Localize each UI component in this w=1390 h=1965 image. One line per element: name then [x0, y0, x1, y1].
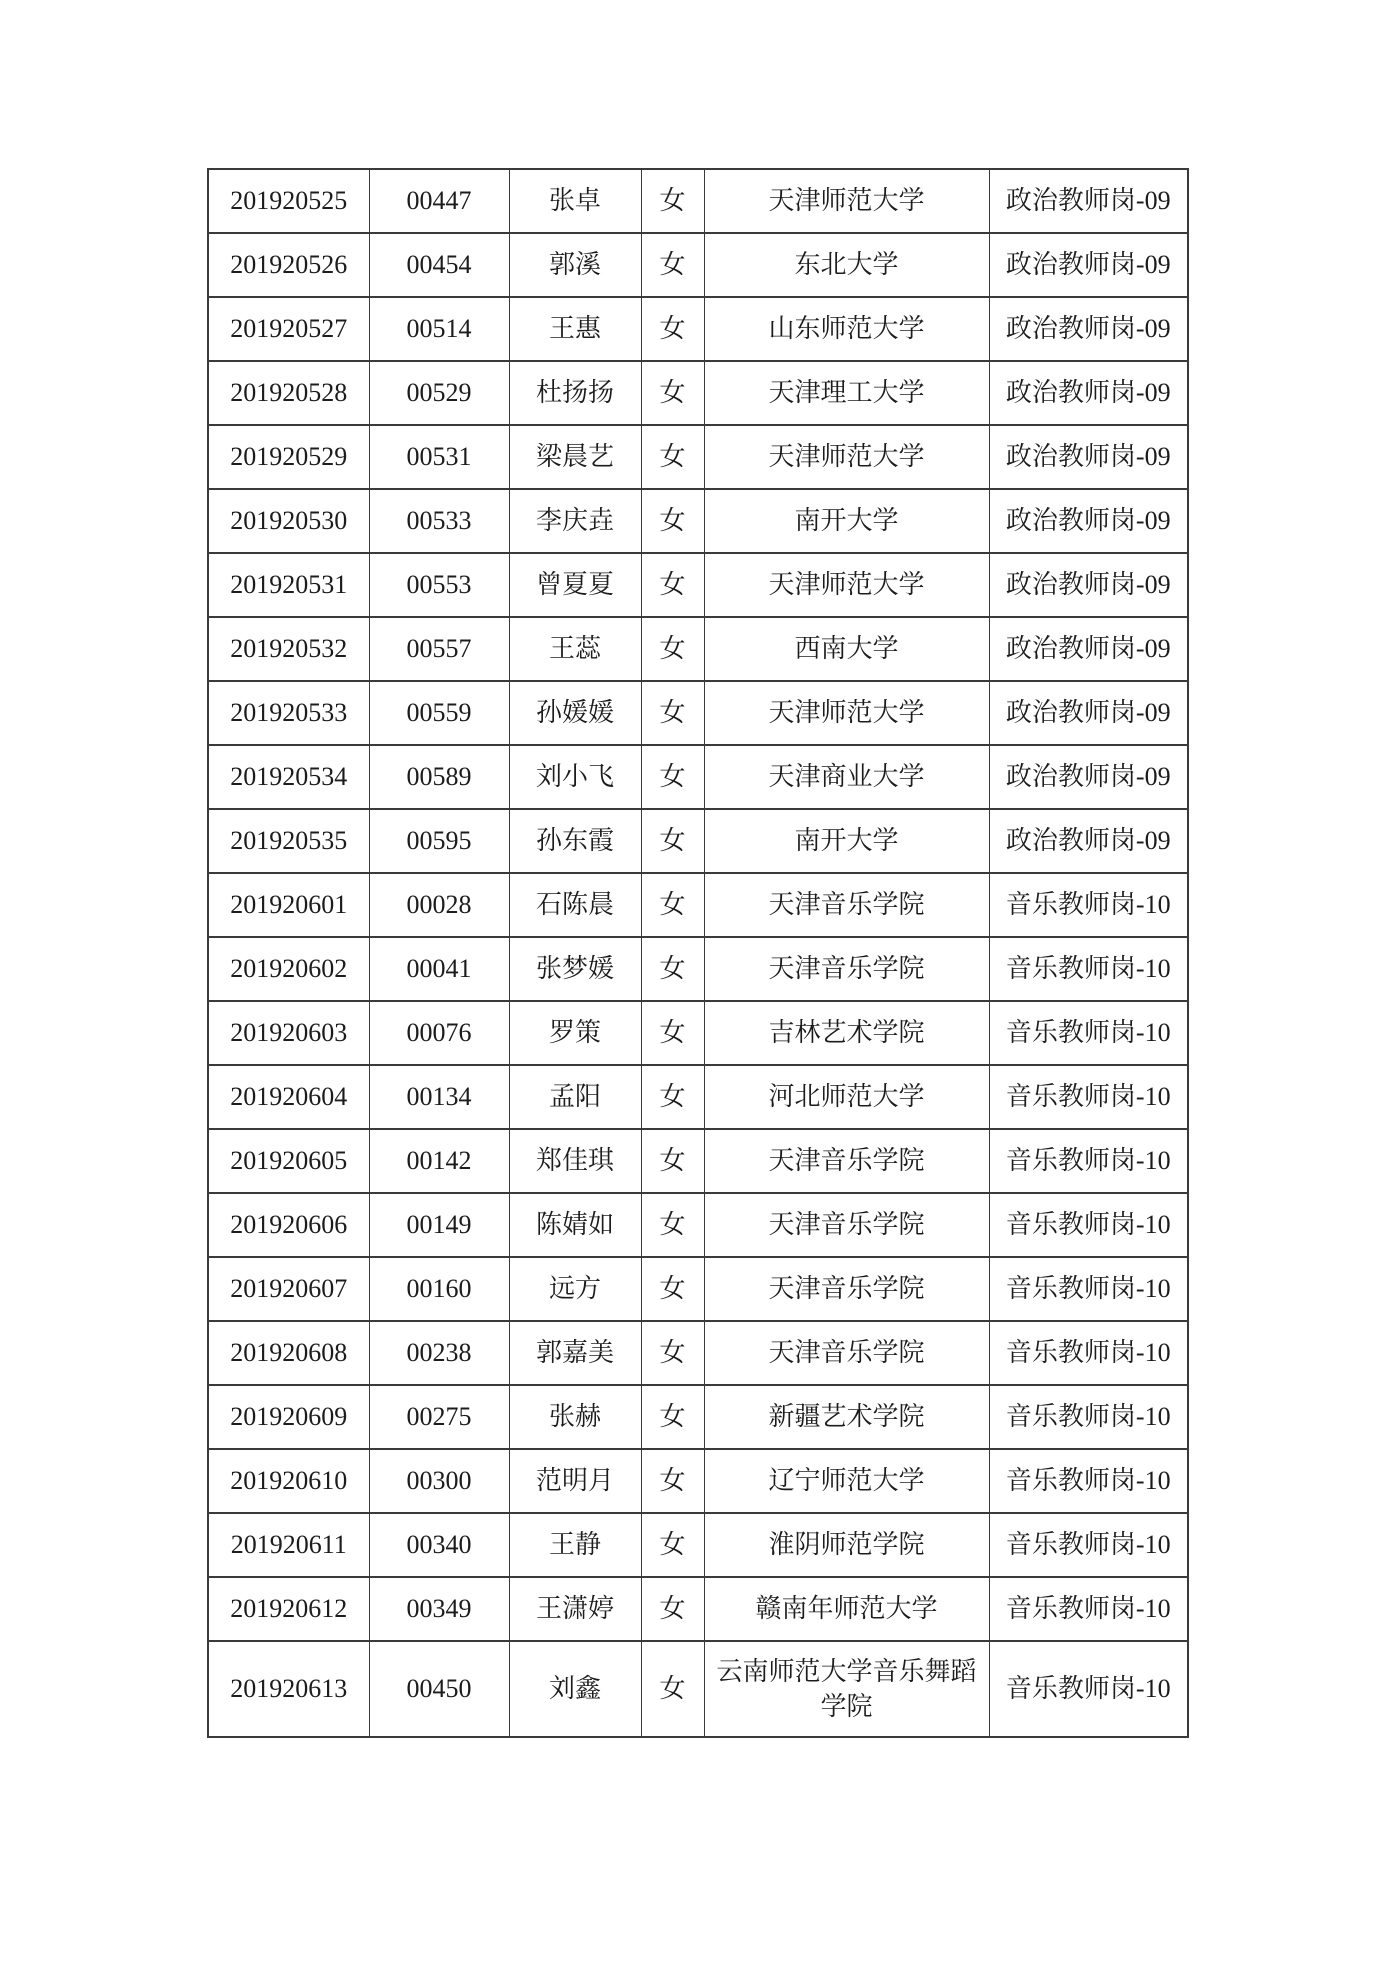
- cell-position: 政治教师岗-09: [989, 233, 1188, 297]
- cell-candidate-id: 201920602: [208, 937, 369, 1001]
- cell-school: 淮阴师范学院: [704, 1513, 989, 1577]
- cell-name: 陈婧如: [509, 1193, 641, 1257]
- cell-exam-number: 00160: [369, 1257, 509, 1321]
- cell-exam-number: 00450: [369, 1641, 509, 1737]
- cell-school: 西南大学: [704, 617, 989, 681]
- cell-exam-number: 00275: [369, 1385, 509, 1449]
- table-row: [208, 169, 1188, 233]
- cell-candidate-id: 201920612: [208, 1577, 369, 1641]
- cell-gender: 女: [641, 233, 704, 297]
- table-row: [208, 1193, 1188, 1257]
- cell-position: 音乐教师岗-10: [989, 1193, 1188, 1257]
- table-row: [208, 617, 1188, 681]
- cell-position: 政治教师岗-09: [989, 745, 1188, 809]
- cell-exam-number: 00559: [369, 681, 509, 745]
- table-row: [208, 425, 1188, 489]
- cell-name: 梁晨艺: [509, 425, 641, 489]
- table-row: [208, 1513, 1188, 1577]
- cell-position: 音乐教师岗-10: [989, 1449, 1188, 1513]
- cell-name: 石陈晨: [509, 873, 641, 937]
- cell-gender: 女: [641, 1001, 704, 1065]
- cell-position: 音乐教师岗-10: [989, 1065, 1188, 1129]
- table-row: [208, 745, 1188, 809]
- cell-name: 王惠: [509, 297, 641, 361]
- cell-name: 远方: [509, 1257, 641, 1321]
- cell-candidate-id: 201920532: [208, 617, 369, 681]
- table-row: [208, 297, 1188, 361]
- cell-position: 音乐教师岗-10: [989, 1001, 1188, 1065]
- cell-gender: 女: [641, 169, 704, 233]
- cell-name: 郑佳琪: [509, 1129, 641, 1193]
- cell-position: 政治教师岗-09: [989, 809, 1188, 873]
- cell-candidate-id: 201920613: [208, 1641, 369, 1737]
- cell-gender: 女: [641, 1449, 704, 1513]
- cell-name: 李庆垚: [509, 489, 641, 553]
- cell-position: 政治教师岗-09: [989, 425, 1188, 489]
- cell-name: 杜扬扬: [509, 361, 641, 425]
- cell-candidate-id: 201920525: [208, 169, 369, 233]
- table-row: [208, 1001, 1188, 1065]
- cell-exam-number: 00589: [369, 745, 509, 809]
- cell-position: 政治教师岗-09: [989, 553, 1188, 617]
- cell-position: 音乐教师岗-10: [989, 1577, 1188, 1641]
- table-row: [208, 361, 1188, 425]
- cell-exam-number: 00340: [369, 1513, 509, 1577]
- cell-gender: 女: [641, 1065, 704, 1129]
- cell-exam-number: 00134: [369, 1065, 509, 1129]
- table-row: [208, 1449, 1188, 1513]
- cell-gender: 女: [641, 1385, 704, 1449]
- cell-school: 河北师范大学: [704, 1065, 989, 1129]
- table-row: [208, 1065, 1188, 1129]
- cell-gender: 女: [641, 745, 704, 809]
- cell-exam-number: 00514: [369, 297, 509, 361]
- cell-candidate-id: 201920526: [208, 233, 369, 297]
- cell-name: 王潇婷: [509, 1577, 641, 1641]
- cell-school: 云南师范大学音乐舞蹈学院: [704, 1641, 989, 1737]
- cell-position: 政治教师岗-09: [989, 617, 1188, 681]
- cell-exam-number: 00142: [369, 1129, 509, 1193]
- table-row: [208, 1257, 1188, 1321]
- cell-candidate-id: 201920534: [208, 745, 369, 809]
- cell-name: 王静: [509, 1513, 641, 1577]
- table-row: [208, 681, 1188, 745]
- cell-position: 音乐教师岗-10: [989, 873, 1188, 937]
- cell-position: 音乐教师岗-10: [989, 1513, 1188, 1577]
- cell-name: 孙东霞: [509, 809, 641, 873]
- cell-exam-number: 00454: [369, 233, 509, 297]
- cell-school: 东北大学: [704, 233, 989, 297]
- cell-position: 政治教师岗-09: [989, 681, 1188, 745]
- cell-name: 孟阳: [509, 1065, 641, 1129]
- cell-candidate-id: 201920606: [208, 1193, 369, 1257]
- cell-name: 曾夏夏: [509, 553, 641, 617]
- cell-school: 天津音乐学院: [704, 1257, 989, 1321]
- cell-exam-number: 00557: [369, 617, 509, 681]
- cell-school: 赣南年师范大学: [704, 1577, 989, 1641]
- cell-exam-number: 00595: [369, 809, 509, 873]
- cell-position: 音乐教师岗-10: [989, 1257, 1188, 1321]
- cell-exam-number: 00300: [369, 1449, 509, 1513]
- cell-gender: 女: [641, 297, 704, 361]
- cell-gender: 女: [641, 873, 704, 937]
- cell-position: 音乐教师岗-10: [989, 1641, 1188, 1737]
- cell-name: 张梦媛: [509, 937, 641, 1001]
- cell-gender: 女: [641, 1193, 704, 1257]
- cell-name: 刘小飞: [509, 745, 641, 809]
- table-row: [208, 873, 1188, 937]
- cell-candidate-id: 201920611: [208, 1513, 369, 1577]
- table-row: [208, 1577, 1188, 1641]
- cell-gender: 女: [641, 617, 704, 681]
- table-row: [208, 489, 1188, 553]
- cell-candidate-id: 201920608: [208, 1321, 369, 1385]
- cell-school: 山东师范大学: [704, 297, 989, 361]
- cell-exam-number: 00349: [369, 1577, 509, 1641]
- cell-gender: 女: [641, 1321, 704, 1385]
- cell-exam-number: 00238: [369, 1321, 509, 1385]
- cell-gender: 女: [641, 361, 704, 425]
- cell-school: 天津商业大学: [704, 745, 989, 809]
- cell-exam-number: 00531: [369, 425, 509, 489]
- cell-exam-number: 00149: [369, 1193, 509, 1257]
- cell-exam-number: 00076: [369, 1001, 509, 1065]
- cell-name: 张卓: [509, 169, 641, 233]
- cell-gender: 女: [641, 1641, 704, 1737]
- cell-exam-number: 00028: [369, 873, 509, 937]
- cell-position: 音乐教师岗-10: [989, 1385, 1188, 1449]
- table-row: [208, 233, 1188, 297]
- cell-candidate-id: 201920530: [208, 489, 369, 553]
- cell-exam-number: 00553: [369, 553, 509, 617]
- cell-gender: 女: [641, 1257, 704, 1321]
- cell-gender: 女: [641, 937, 704, 1001]
- cell-candidate-id: 201920609: [208, 1385, 369, 1449]
- cell-gender: 女: [641, 681, 704, 745]
- cell-gender: 女: [641, 809, 704, 873]
- cell-candidate-id: 201920601: [208, 873, 369, 937]
- cell-gender: 女: [641, 1513, 704, 1577]
- cell-position: 政治教师岗-09: [989, 297, 1188, 361]
- cell-school: 天津师范大学: [704, 425, 989, 489]
- cell-school: 天津音乐学院: [704, 873, 989, 937]
- cell-school: 吉林艺术学院: [704, 1001, 989, 1065]
- cell-name: 孙媛媛: [509, 681, 641, 745]
- cell-candidate-id: 201920604: [208, 1065, 369, 1129]
- cell-name: 范明月: [509, 1449, 641, 1513]
- cell-school: 新疆艺术学院: [704, 1385, 989, 1449]
- cell-name: 王蕊: [509, 617, 641, 681]
- cell-gender: 女: [641, 553, 704, 617]
- table-row: [208, 1641, 1188, 1737]
- cell-position: 音乐教师岗-10: [989, 1129, 1188, 1193]
- cell-candidate-id: 201920529: [208, 425, 369, 489]
- cell-school: 天津师范大学: [704, 681, 989, 745]
- candidate-table: [207, 168, 1189, 1738]
- cell-candidate-id: 201920531: [208, 553, 369, 617]
- cell-position: 音乐教师岗-10: [989, 937, 1188, 1001]
- cell-exam-number: 00447: [369, 169, 509, 233]
- cell-candidate-id: 201920528: [208, 361, 369, 425]
- cell-school: 南开大学: [704, 809, 989, 873]
- cell-name: 郭嘉美: [509, 1321, 641, 1385]
- cell-name: 罗策: [509, 1001, 641, 1065]
- cell-school: 天津理工大学: [704, 361, 989, 425]
- cell-school: 天津音乐学院: [704, 937, 989, 1001]
- table-row: [208, 1321, 1188, 1385]
- cell-position: 音乐教师岗-10: [989, 1321, 1188, 1385]
- cell-gender: 女: [641, 1129, 704, 1193]
- cell-school: 天津音乐学院: [704, 1321, 989, 1385]
- cell-school: 天津音乐学院: [704, 1129, 989, 1193]
- cell-candidate-id: 201920527: [208, 297, 369, 361]
- cell-school: 天津音乐学院: [704, 1193, 989, 1257]
- cell-school: 南开大学: [704, 489, 989, 553]
- cell-candidate-id: 201920533: [208, 681, 369, 745]
- cell-position: 政治教师岗-09: [989, 169, 1188, 233]
- cell-gender: 女: [641, 425, 704, 489]
- cell-exam-number: 00533: [369, 489, 509, 553]
- cell-exam-number: 00529: [369, 361, 509, 425]
- cell-candidate-id: 201920607: [208, 1257, 369, 1321]
- cell-candidate-id: 201920605: [208, 1129, 369, 1193]
- candidate-table-body: [208, 169, 1188, 1737]
- cell-school: 天津师范大学: [704, 169, 989, 233]
- cell-position: 政治教师岗-09: [989, 489, 1188, 553]
- cell-name: 刘鑫: [509, 1641, 641, 1737]
- cell-candidate-id: 201920535: [208, 809, 369, 873]
- table-row: [208, 937, 1188, 1001]
- cell-school: 天津师范大学: [704, 553, 989, 617]
- cell-gender: 女: [641, 489, 704, 553]
- table-row: [208, 809, 1188, 873]
- cell-position: 政治教师岗-09: [989, 361, 1188, 425]
- cell-exam-number: 00041: [369, 937, 509, 1001]
- table-row: [208, 1385, 1188, 1449]
- cell-candidate-id: 201920603: [208, 1001, 369, 1065]
- cell-candidate-id: 201920610: [208, 1449, 369, 1513]
- cell-name: 张赫: [509, 1385, 641, 1449]
- table-row: [208, 1129, 1188, 1193]
- cell-school: 辽宁师范大学: [704, 1449, 989, 1513]
- table-row: [208, 553, 1188, 617]
- cell-name: 郭溪: [509, 233, 641, 297]
- cell-gender: 女: [641, 1577, 704, 1641]
